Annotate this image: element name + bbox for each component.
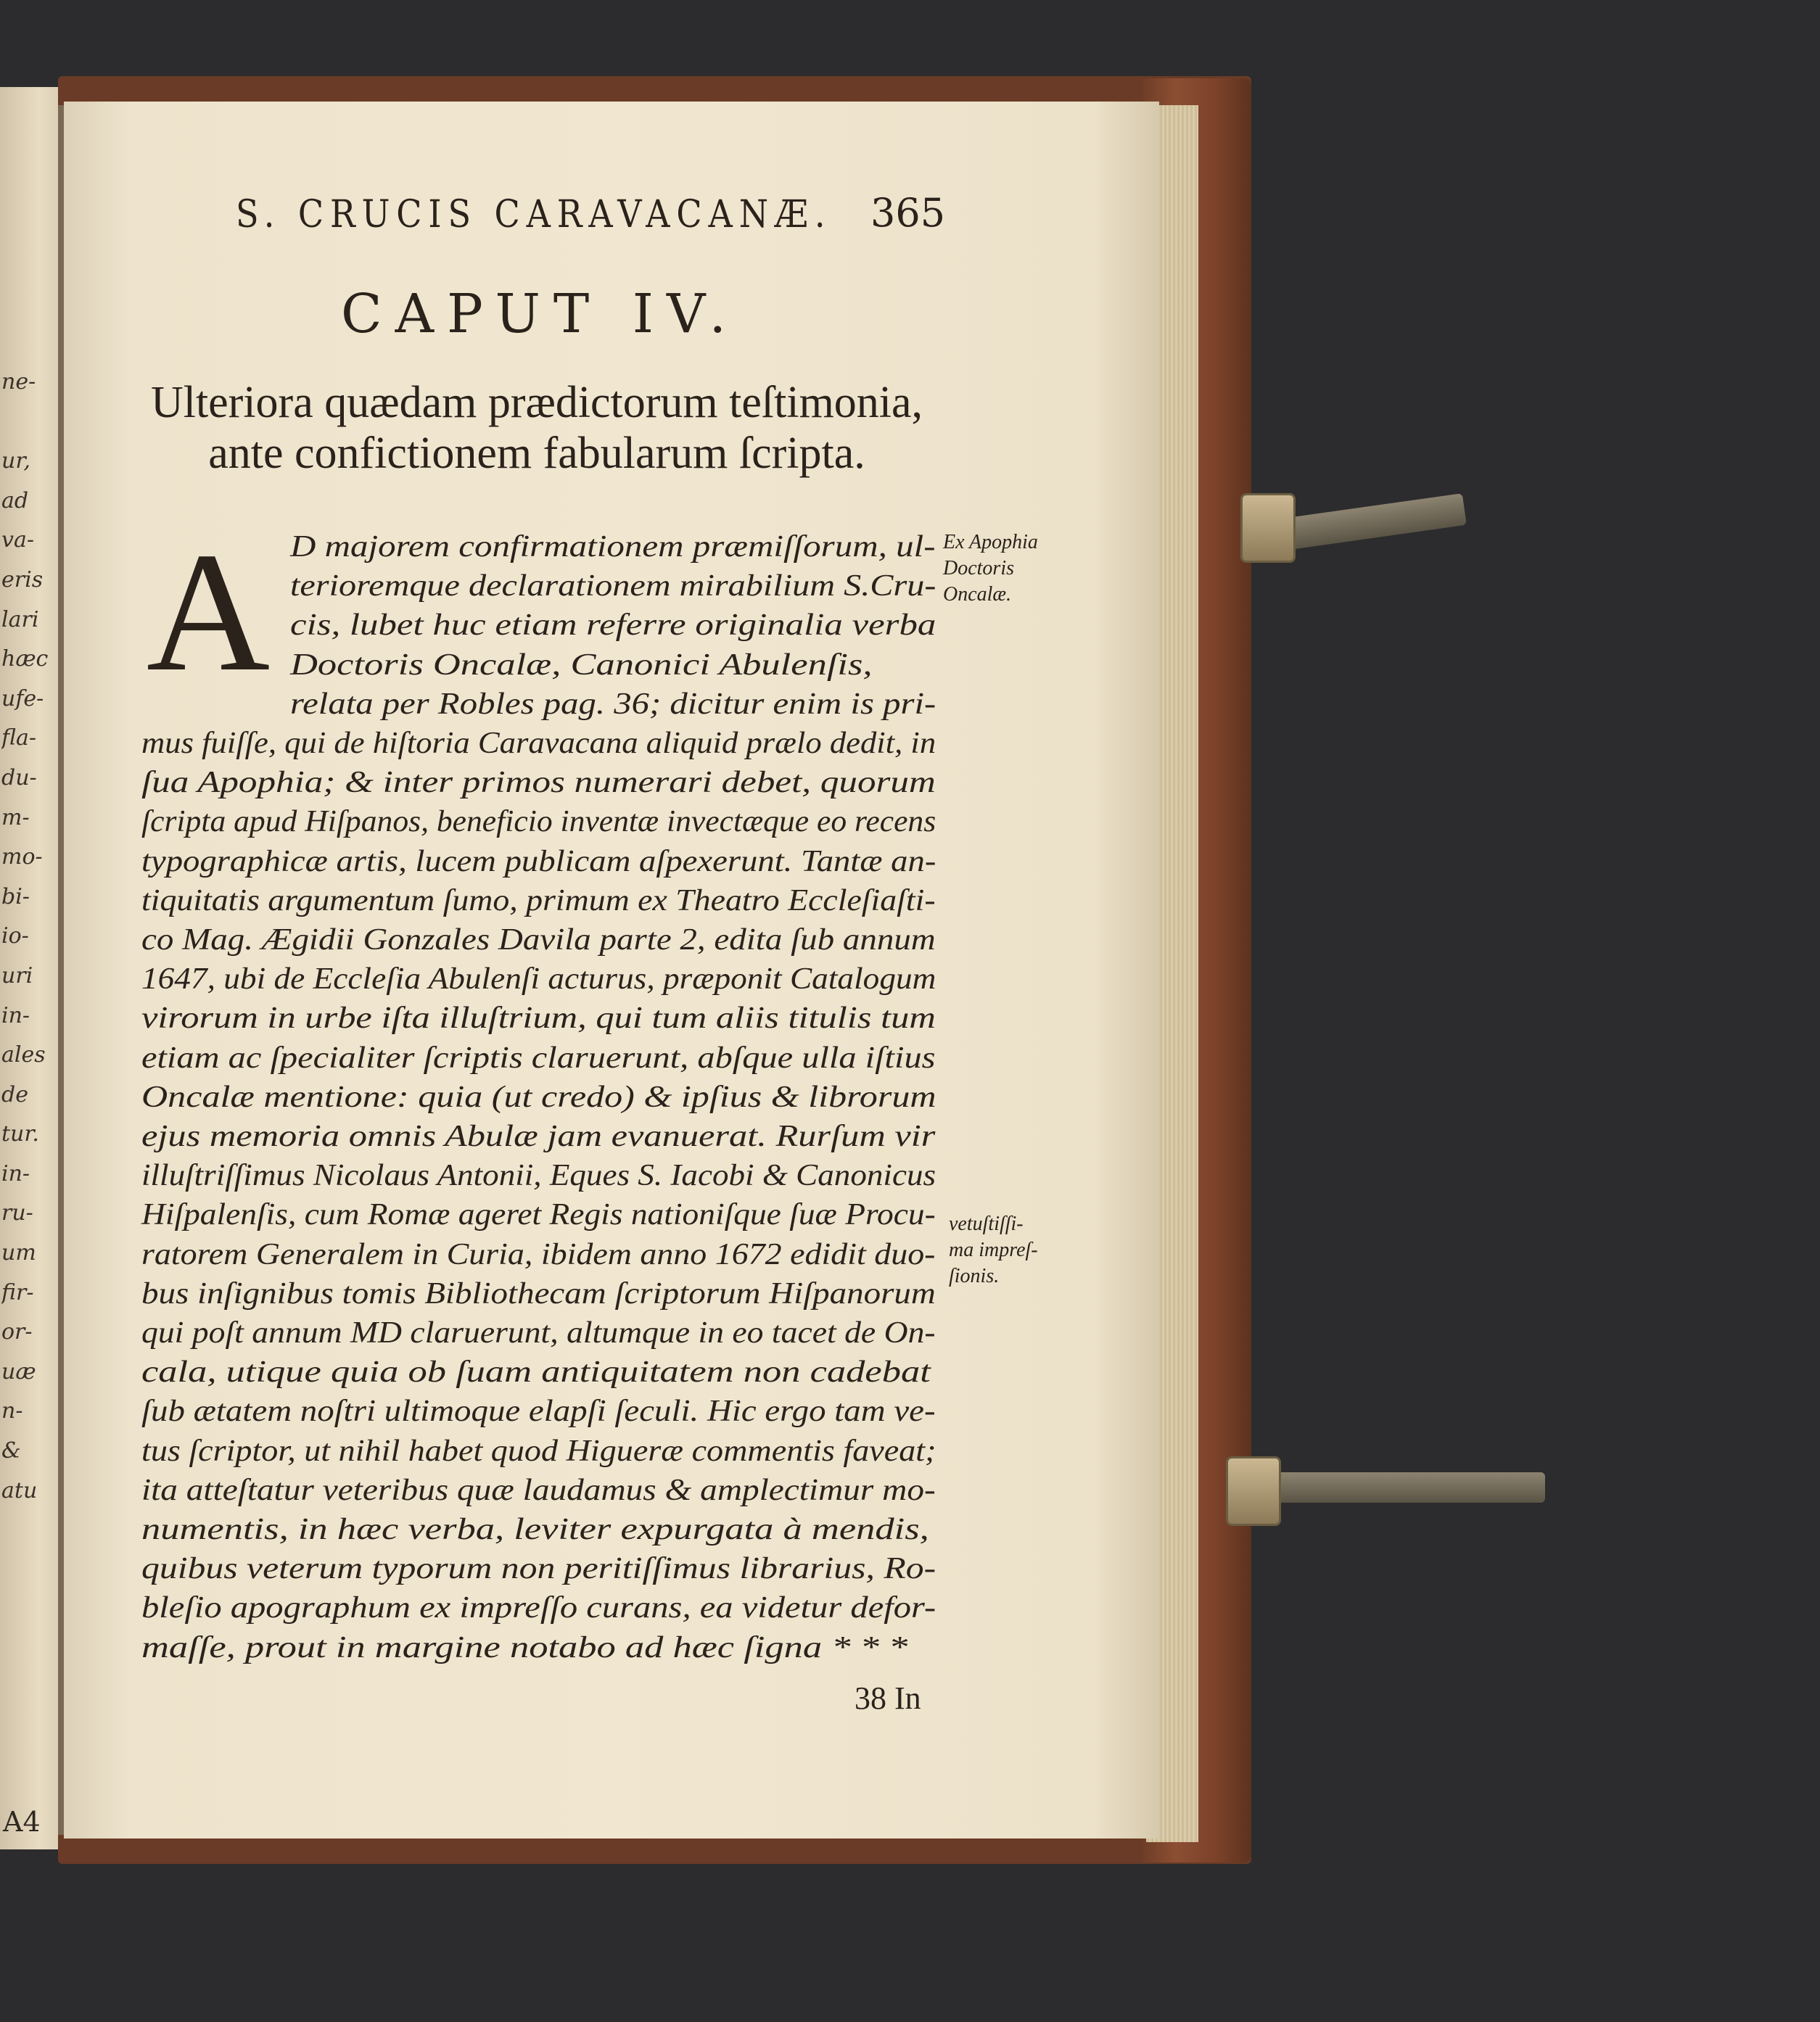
facing-fragment: mo- — [1, 844, 43, 870]
facing-fragment: & — [1, 1438, 21, 1464]
cover-board-bottom — [58, 1835, 1251, 1864]
lower-clasp-hinge — [1226, 1456, 1281, 1526]
catchword: 38 In — [855, 1680, 921, 1716]
marginal-note-line: Doctoris — [943, 557, 1014, 579]
facing-fragment: tur. — [1, 1121, 39, 1147]
facing-fragment — [1, 403, 59, 442]
text-line: illuſtriſſimus Nicolaus Antonii, Eques S. Iacobi & Canonicus — [141, 1159, 936, 1193]
facing-fragment: fla- — [1, 725, 37, 751]
facing-fragment: ne- — [1, 369, 36, 395]
facing-fragment: du- — [1, 764, 37, 791]
facing-fragment: in- — [1, 1160, 30, 1187]
subtitle-line: Ulteriora quædam prædictorum teſtimonia, — [150, 378, 923, 427]
text-line: virorum in urbe iſta illuſtrium, qui tum aliis titulis tum — [141, 1002, 936, 1036]
facing-fragment: ufe- — [1, 685, 44, 711]
upper-clasp — [1233, 479, 1473, 566]
text-line: 1647, ubi de Eccleſia Abulenſi acturus, præponit Catalogum — [141, 962, 936, 996]
lower-clasp — [1219, 1443, 1560, 1530]
text-line: qui poſt annum MD claruerunt, altumque in eo tacet de On- — [141, 1316, 936, 1350]
facing-fragment: uri — [1, 962, 33, 989]
chapter-subtitle — [131, 377, 943, 479]
facing-fragment: ru- — [1, 1200, 33, 1226]
facing-fragment: um — [1, 1240, 36, 1266]
text-line: tus ſcriptor, ut nihil habet quod Higueræ commentis faveat; — [141, 1434, 936, 1468]
drop-cap-initial: A — [146, 518, 271, 707]
text-line: etiam ac ſpecialiter ſcriptis claruerunt, abſque ulla iſtius — [141, 1041, 936, 1075]
text-line: ſub ætatem noſtri ultimoque elapſi ſeculi. Hic ergo tam ve- — [141, 1395, 936, 1429]
text-line: numentis, in hæc verba, leviter expurgata à mendis, — [141, 1513, 929, 1546]
text-line: ſua Apophia; & inter primos numerari debet, quorum — [141, 766, 936, 800]
upper-clasp-strap — [1275, 493, 1467, 551]
marginal-note-line: vetuſtiſſi- — [949, 1213, 1024, 1235]
facing-fragment: n- — [1, 1398, 23, 1424]
facing-fragment: io- — [1, 923, 29, 949]
facing-page-left — [0, 87, 65, 1849]
upper-clasp-hinge — [1240, 493, 1296, 563]
text-line: quibus veterum typorum non peritiſſimus librarius, Ro- — [141, 1552, 936, 1586]
chapter-heading: CAPUT IV. — [341, 283, 740, 345]
facing-fragment: or- — [1, 1319, 33, 1345]
facing-fragment: m- — [1, 804, 30, 830]
text-line: tiquitatis argumentum ſumo, primum ex Theatro Eccleſiaſti- — [141, 883, 936, 917]
facing-fragment: lari — [1, 606, 39, 632]
facing-page-line-fragments — [1, 363, 59, 1511]
marginal-note — [949, 1211, 1038, 1289]
text-line: Doctoris Oncalæ, Canonici Abulenſis, — [290, 648, 873, 682]
text-line: relata per Robles pag. 36; dicitur enim is pri- — [290, 687, 936, 721]
text-line: Hiſpalenſis, cum Romæ ageret Regis nationiſque ſuæ Procu- — [141, 1198, 936, 1232]
text-line: Oncalæ mentione: quia (ut credo) & ipſius & librorum — [141, 1080, 936, 1114]
marginal-note-line: Oncalæ. — [943, 583, 1012, 606]
facing-fragment: ales — [1, 1042, 46, 1068]
page-number: 365 — [870, 190, 946, 236]
text-line: bleſio apographum ex impreſſo curans, ea videtur defor- — [141, 1591, 936, 1625]
facing-fragment: eris — [1, 566, 44, 593]
text-line: typographicæ artis, lucem publicam aſpexerunt. Tantæ an- — [141, 844, 936, 878]
text-line: D majorem confirmationem præmiſſorum, ul- — [290, 530, 936, 564]
lower-clasp-strap — [1262, 1472, 1545, 1503]
facing-page-signature: A4 — [3, 1806, 41, 1838]
subtitle-line: ante confictionem fabularum ſcripta. — [208, 429, 865, 478]
facing-fragment: atu — [1, 1477, 38, 1503]
text-line: ita atteſtatur veteribus quæ laudamus & amplectimur mo- — [141, 1473, 936, 1507]
marginal-note-line: Ex Apophia — [943, 531, 1038, 553]
marginal-note — [943, 529, 1038, 608]
cover-board-top — [58, 76, 1251, 105]
facing-fragment: hæc — [1, 646, 49, 672]
facing-fragment: uæ — [1, 1358, 36, 1385]
text-line: terioremque declarationem mirabilium S.Cru- — [290, 569, 936, 603]
running-head: S. CRUCIS CARAVACANÆ. — [236, 193, 832, 236]
marginal-note-line: ma impreſ- — [949, 1239, 1038, 1261]
facing-fragment: fir- — [1, 1279, 34, 1305]
facing-fragment: ad — [1, 487, 29, 513]
text-line: mus fuiſſe, qui de hiſtoria Caravacana aliquid prælo dedit, in — [141, 727, 936, 760]
text-line: bus inſignibus tomis Bibliothecam ſcriptorum Hiſpanorum — [141, 1276, 936, 1311]
text-line: cis, lubet huc etiam referre originalia verba — [290, 608, 936, 643]
facing-fragment: va- — [1, 527, 34, 553]
facing-fragment: bi- — [1, 883, 30, 909]
text-line: ſcripta apud Hiſpanos, beneficio inventæ invectæque eo recens — [141, 805, 936, 839]
text-line: cala, utique quia ob ſuam antiquitatem non cadebat — [141, 1355, 931, 1390]
text-line: ejus memoria omnis Abulæ jam evanuerat. Rurſum vir — [141, 1120, 936, 1153]
facing-fragment: in- — [1, 1002, 30, 1028]
text-line: maſſe, prout in margine notabo ad hæc ſigna * * * — [141, 1630, 908, 1664]
text-line: co Mag. Ægidii Gonzales Davila parte 2, edita ſub annum — [141, 923, 936, 957]
text-line: ratorem Generalem in Curia, ibidem anno 1672 edidit duo- — [141, 1237, 936, 1271]
facing-fragment: ur, — [1, 448, 30, 474]
marginal-note-line: ſionis. — [949, 1265, 1000, 1287]
facing-fragment: de — [1, 1081, 28, 1107]
